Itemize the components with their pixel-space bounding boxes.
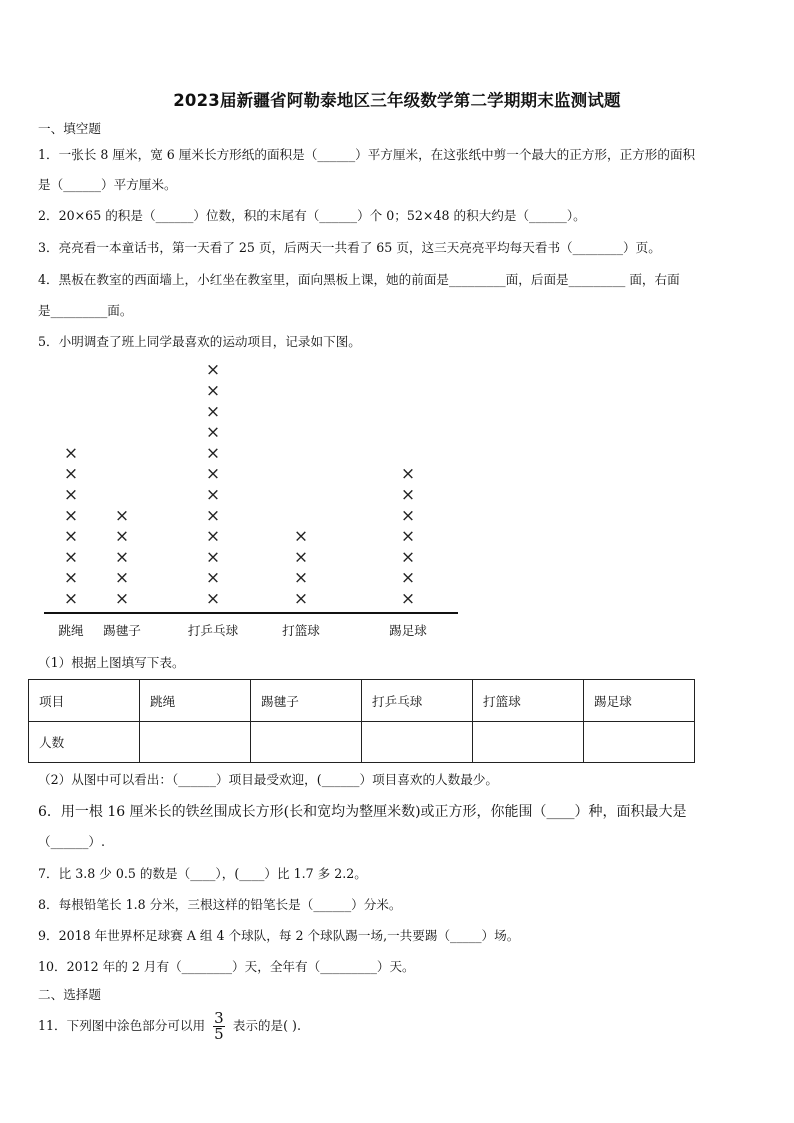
table-answer-cell[interactable] <box>140 721 251 763</box>
tally-mark: × <box>400 505 416 526</box>
tally-mark: × <box>114 505 130 526</box>
tally-mark: × <box>63 485 79 505</box>
question-1-line-2: 是（______）平方厘米。 <box>38 177 177 192</box>
question-11-text-before: 11．下列图中涂色部分可以用 <box>38 1018 206 1033</box>
tally-chart <box>38 355 468 645</box>
tally-mark: × <box>63 526 79 547</box>
tally-mark: × <box>63 443 79 464</box>
category-label: 跳绳 <box>58 623 84 638</box>
section-heading-fill-blank: 一、填空题 <box>38 121 101 136</box>
fraction-numerator: 3 <box>214 1009 224 1027</box>
table-header-cell: 项目 <box>29 680 140 722</box>
fraction-three-fifths <box>213 1011 225 1042</box>
table-header-cell: 踢足球 <box>584 680 695 722</box>
question-5: 5．小明调查了班上同学最喜欢的运动项目，记录如下图。 <box>38 334 361 349</box>
category-label: 踢足球 <box>389 623 427 638</box>
tally-mark: × <box>400 589 416 609</box>
category-label: 打乒乓球 <box>187 623 239 638</box>
tally-mark: × <box>400 547 416 568</box>
tally-mark: × <box>400 568 416 589</box>
tally-mark: × <box>205 381 221 401</box>
tally-mark: × <box>63 547 79 568</box>
table-header-cell: 踢毽子 <box>251 680 362 722</box>
question-11-text-after: 表示的是( ). <box>232 1018 301 1033</box>
table-row <box>29 721 695 763</box>
tally-chart-svg <box>38 355 468 645</box>
tally-mark: × <box>293 547 309 568</box>
page-title: 2023届新疆省阿勒泰地区三年级数学第二学期期末监测试题 <box>173 91 621 110</box>
question-6-line-1: 6．用一根 16 厘米长的铁丝围成长方形(长和宽均为整厘米数)或正方形，你能围（____）种，面积最大是 <box>38 804 687 820</box>
category-label: 踢毽子 <box>103 623 141 638</box>
tally-mark: × <box>293 589 309 609</box>
question-7: 7．比 3.8 少 0.5 的数是（____），(____）比 1.7 多 2.2。 <box>38 866 367 881</box>
tally-mark: × <box>205 589 221 609</box>
question-6-line-2: （______）. <box>38 834 105 849</box>
question-2: 2．20×65 的积是（______）位数，积的末尾有（______）个 0；52×48 的积大约是（______）。 <box>38 208 586 223</box>
tally-mark: × <box>205 443 221 464</box>
table-header-cell: 打篮球 <box>473 680 584 722</box>
question-4-line-1: 4．黑板在教室的西面墙上，小红坐在教室里，面向黑板上课，她的前面是_________面，后面是_________ 面，右面 <box>38 272 680 287</box>
tally-mark: × <box>63 464 79 485</box>
tally-mark: × <box>400 485 416 505</box>
table-header-row <box>29 680 695 722</box>
tally-mark: × <box>293 568 309 589</box>
tally-mark: × <box>205 526 221 547</box>
tally-mark: × <box>205 568 221 589</box>
question-10: 10．2012 年的 2 月有（________）天，全年有（_________）天。 <box>38 959 415 974</box>
question-3: 3．亮亮看一本童话书，第一天看了 25 页，后两天一共看了 65 页，这三天亮亮平均每天看书（________）页。 <box>38 240 661 255</box>
question-5-sub-2: （2）从图中可以看出：（______）项目最受欢迎，(______）项目喜欢的人数最少。 <box>38 772 499 787</box>
table-answer-cell[interactable] <box>473 721 584 763</box>
question-5-sub-1: （1）根据上图填写下表。 <box>38 655 185 670</box>
question-9: 9．2018 年世界杯足球赛 A 组 4 个球队，每 2 个球队踢一场,一共要踢（_____）场。 <box>38 928 520 943</box>
table-header-cell: 跳绳 <box>140 680 251 722</box>
question-4-line-2: 是_________面。 <box>38 303 133 318</box>
tally-mark: × <box>63 589 79 609</box>
count-table <box>28 679 695 763</box>
tally-mark: × <box>114 547 130 568</box>
category-label: 打篮球 <box>282 623 320 638</box>
tally-mark: × <box>114 568 130 589</box>
tally-mark: × <box>205 422 221 443</box>
table-answer-cell[interactable] <box>362 721 473 763</box>
table-header-cell: 打乒乓球 <box>362 680 473 722</box>
tally-mark: × <box>400 464 416 485</box>
tally-mark: × <box>205 401 221 422</box>
question-1-line-1: 1．一张长 8 厘米，宽 6 厘米长方形纸的面积是（______）平方厘米，在这张纸中剪一个最大的正方形，正方形的面积 <box>38 147 696 162</box>
tally-mark: × <box>114 526 130 547</box>
tally-mark: × <box>63 568 79 589</box>
tally-mark: × <box>205 485 221 505</box>
tally-mark: × <box>293 526 309 547</box>
table-row-label: 人数 <box>29 721 140 763</box>
tally-mark: × <box>400 526 416 547</box>
tally-mark: × <box>63 505 79 526</box>
tally-mark: × <box>205 547 221 568</box>
table-answer-cell[interactable] <box>251 721 362 763</box>
tally-mark: × <box>205 360 221 381</box>
tally-mark: × <box>205 505 221 526</box>
question-11 <box>38 1010 301 1042</box>
section-heading-choice: 二、选择题 <box>38 987 101 1002</box>
tally-mark: × <box>114 589 130 609</box>
table-answer-cell[interactable] <box>584 721 695 763</box>
fraction-denominator: 5 <box>214 1025 224 1043</box>
tally-mark: × <box>205 464 221 485</box>
question-8: 8．每根铅笔长 1.8 分米，三根这样的铅笔长是（______）分米。 <box>38 897 402 912</box>
